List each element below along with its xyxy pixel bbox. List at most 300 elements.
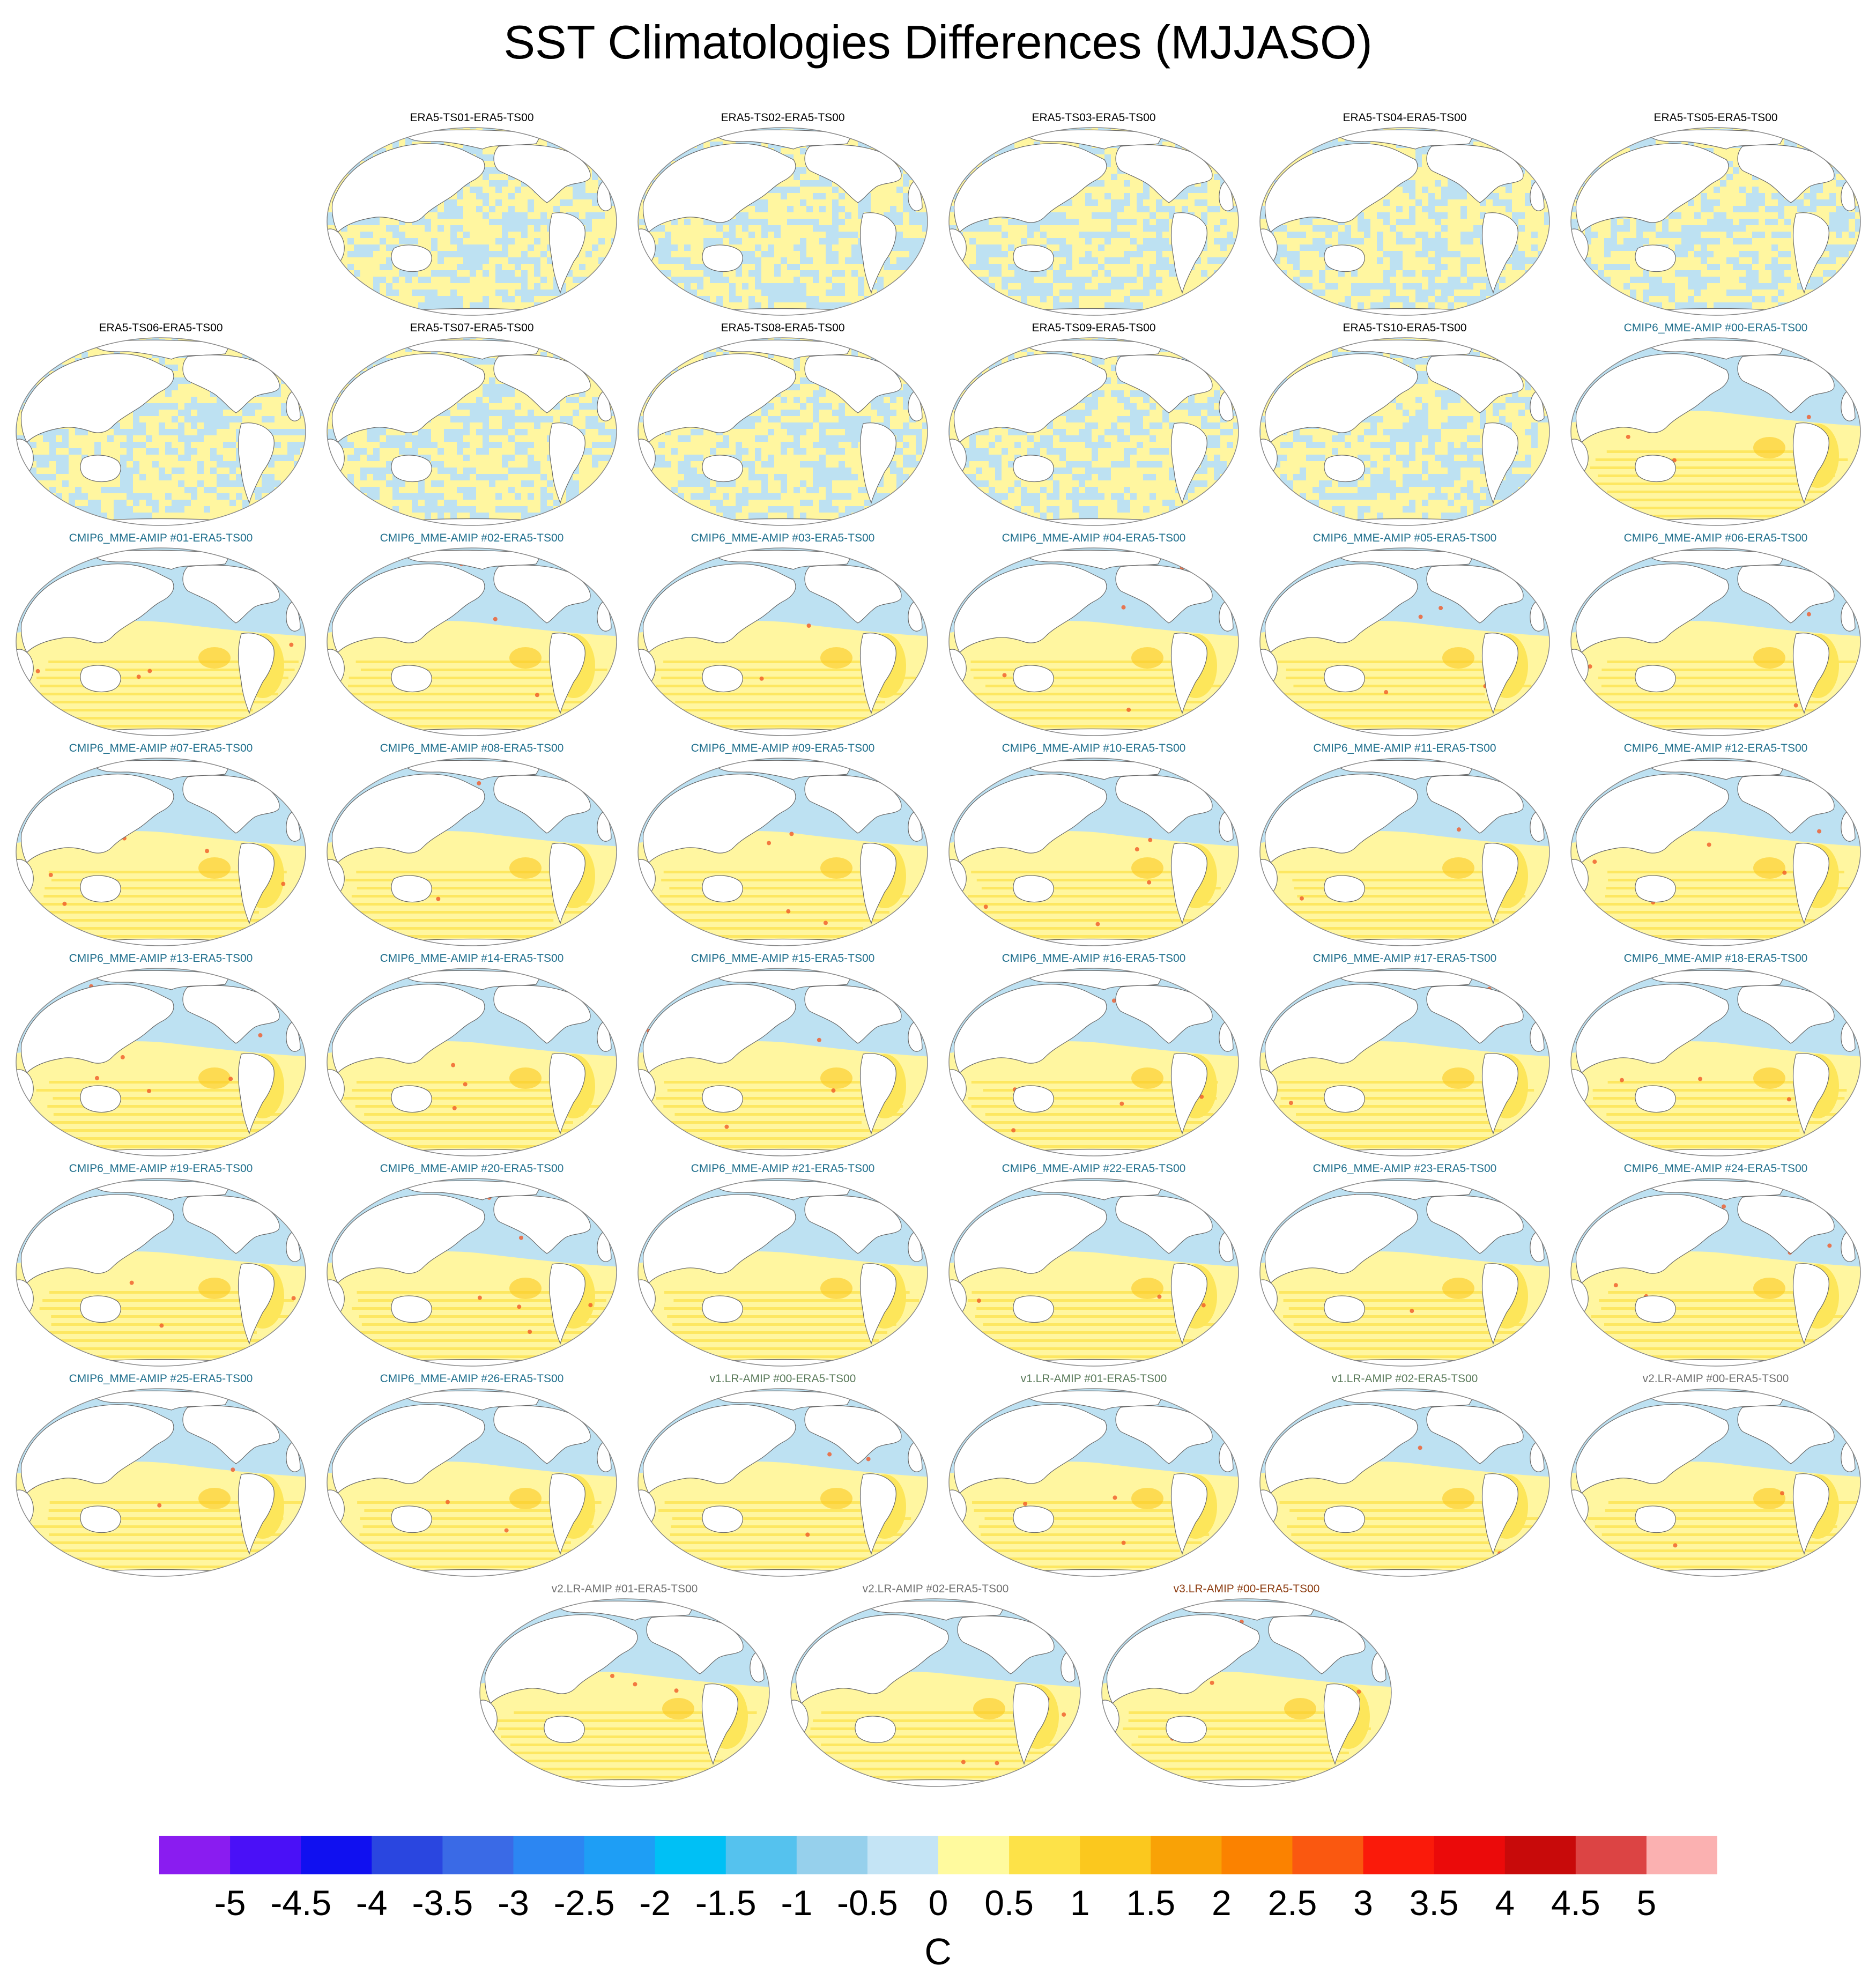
australia-land — [1635, 245, 1675, 272]
chart-title: SST Climatologies Differences (MJJASO) — [0, 15, 1876, 70]
map-panel — [11, 952, 311, 1161]
map-panel — [1255, 112, 1555, 321]
map-svg — [11, 332, 311, 531]
colorbar-tick-label: -4 — [356, 1883, 388, 1923]
map-panel — [633, 1162, 933, 1371]
australia-land — [1635, 876, 1675, 902]
greenland-land — [1197, 559, 1225, 578]
map-svg — [633, 963, 933, 1161]
map-svg — [322, 753, 622, 951]
greenland-land — [575, 1399, 603, 1419]
antarctica-land — [697, 309, 869, 321]
australia-land — [1013, 1086, 1054, 1112]
greenland-land — [886, 559, 914, 578]
antarctica-land — [1319, 939, 1491, 952]
europe-africa-edge-land — [1219, 1442, 1233, 1472]
panel-title: CMIP6_MME-AMIP #21-ERA5-TS00 — [633, 1162, 933, 1175]
australia-land — [702, 876, 743, 902]
colorbar-tick-label: 2 — [1212, 1883, 1232, 1923]
europe-africa-edge-land — [1372, 1652, 1386, 1682]
australia-land — [391, 455, 432, 482]
europe-africa-edge-land — [1530, 391, 1544, 421]
greenland-land — [1508, 769, 1536, 788]
europe-africa-edge-land — [286, 812, 300, 841]
map-panel — [1255, 952, 1555, 1161]
antarctica-land — [386, 519, 558, 531]
australia-land — [391, 1506, 432, 1533]
greenland-land — [1508, 1189, 1536, 1208]
europe-africa-edge-land — [1841, 1022, 1855, 1051]
greenland-land — [1197, 138, 1225, 158]
panel-title: CMIP6_MME-AMIP #03-ERA5-TS00 — [633, 532, 933, 545]
greenland-land — [264, 1189, 292, 1208]
europe-africa-edge-land — [1841, 391, 1855, 421]
map-svg — [11, 963, 311, 1161]
australia-land — [1635, 455, 1675, 482]
greenland-land — [1197, 348, 1225, 368]
greenland-land — [1349, 1609, 1378, 1629]
colorbar-tick-label: 3.5 — [1410, 1883, 1459, 1923]
greenland-land — [575, 348, 603, 368]
panel-title: CMIP6_MME-AMIP #08-ERA5-TS00 — [322, 742, 622, 755]
europe-africa-edge-land — [286, 391, 300, 421]
map-panel — [785, 1583, 1086, 1792]
panel-title: ERA5-TS09-ERA5-TS00 — [944, 322, 1244, 335]
panel-title: CMIP6_MME-AMIP #15-ERA5-TS00 — [633, 952, 933, 965]
australia-land — [1013, 665, 1054, 692]
antarctica-land — [75, 1360, 247, 1372]
colorbar-tick-label: -3.5 — [412, 1883, 473, 1923]
map-panel — [322, 1373, 622, 1582]
colorbar-tick-label: -3 — [498, 1883, 529, 1923]
panel-title: CMIP6_MME-AMIP #04-ERA5-TS00 — [944, 532, 1244, 545]
antarctica-land — [386, 729, 558, 741]
panel-title: CMIP6_MME-AMIP #01-ERA5-TS00 — [11, 532, 311, 545]
panel-title: CMIP6_MME-AMIP #00-ERA5-TS00 — [1566, 322, 1866, 335]
australia-land — [1013, 876, 1054, 902]
map-svg — [11, 753, 311, 951]
europe-africa-edge-land — [1841, 602, 1855, 631]
map-svg — [11, 543, 311, 741]
map-svg — [1255, 332, 1555, 531]
colorbar-swatch — [159, 1836, 231, 1874]
greenland-land — [1508, 348, 1536, 368]
panel-title: CMIP6_MME-AMIP #12-ERA5-TS00 — [1566, 742, 1866, 755]
map-svg — [322, 1173, 622, 1371]
antarctica-land — [386, 1360, 558, 1372]
antarctica-land — [1630, 309, 1801, 321]
panel-title: CMIP6_MME-AMIP #24-ERA5-TS00 — [1566, 1162, 1866, 1175]
greenland-land — [575, 559, 603, 578]
panel-title: ERA5-TS01-ERA5-TS00 — [322, 112, 622, 124]
map-svg — [785, 1593, 1086, 1792]
europe-africa-edge-land — [908, 181, 922, 211]
map-panel — [1255, 1162, 1555, 1371]
europe-africa-edge-land — [1219, 602, 1233, 631]
antarctica-land — [1008, 1360, 1180, 1372]
australia-land — [1013, 1506, 1054, 1533]
antarctica-land — [386, 309, 558, 321]
map-panel — [944, 532, 1244, 741]
greenland-land — [1508, 1399, 1536, 1419]
greenland-land — [1039, 1609, 1067, 1629]
map-svg — [1566, 753, 1866, 951]
antarctica-land — [386, 1149, 558, 1162]
europe-africa-edge-land — [1530, 181, 1544, 211]
map-svg — [1255, 1383, 1555, 1582]
europe-africa-edge-land — [908, 812, 922, 841]
australia-land — [1324, 455, 1365, 482]
greenland-land — [1819, 1399, 1847, 1419]
australia-land — [391, 1086, 432, 1112]
europe-africa-edge-land — [750, 1652, 764, 1682]
map-svg — [322, 332, 622, 531]
map-panel — [633, 952, 933, 1161]
map-svg — [633, 332, 933, 531]
australia-land — [80, 876, 121, 902]
map-panel — [944, 112, 1244, 321]
australia-land — [702, 245, 743, 272]
greenland-land — [1508, 979, 1536, 998]
australia-land — [391, 245, 432, 272]
australia-land — [1635, 1296, 1675, 1323]
antarctica-land — [697, 1360, 869, 1372]
panel-title: v1.LR-AMIP #00-ERA5-TS00 — [633, 1373, 933, 1385]
australia-land — [1013, 455, 1054, 482]
colorbar-swatch — [1221, 1836, 1293, 1874]
map-panel — [1566, 1162, 1866, 1371]
australia-land — [1324, 1296, 1365, 1323]
colorbar-tick-label: -2 — [639, 1883, 671, 1923]
panel-title: CMIP6_MME-AMIP #20-ERA5-TS00 — [322, 1162, 622, 1175]
australia-land — [80, 455, 121, 482]
australia-land — [544, 1716, 584, 1743]
panel-title: v3.LR-AMIP #00-ERA5-TS00 — [1096, 1583, 1397, 1596]
europe-africa-edge-land — [1061, 1652, 1075, 1682]
antarctica-land — [850, 1780, 1021, 1792]
greenland-land — [1819, 979, 1847, 998]
map-svg — [944, 332, 1244, 531]
panel-title: CMIP6_MME-AMIP #19-ERA5-TS00 — [11, 1162, 311, 1175]
colorbar-swatch — [655, 1836, 726, 1874]
greenland-land — [1819, 559, 1847, 578]
colorbar-tick-label: 1 — [1070, 1883, 1090, 1923]
europe-africa-edge-land — [1219, 181, 1233, 211]
map-panel — [633, 742, 933, 951]
map-panel — [633, 532, 933, 741]
greenland-land — [264, 769, 292, 788]
colorbar-swatch — [1434, 1836, 1506, 1874]
antarctica-land — [697, 939, 869, 952]
panel-title: ERA5-TS03-ERA5-TS00 — [944, 112, 1244, 124]
panel-title: CMIP6_MME-AMIP #25-ERA5-TS00 — [11, 1373, 311, 1385]
europe-africa-edge-land — [597, 391, 611, 421]
europe-africa-edge-land — [908, 1442, 922, 1472]
greenland-land — [886, 979, 914, 998]
map-panel — [944, 322, 1244, 531]
map-panel — [322, 742, 622, 951]
colorbar-swatch — [938, 1836, 1010, 1874]
antarctica-land — [1008, 519, 1180, 531]
greenland-land — [575, 1189, 603, 1208]
colorbar-swatch — [442, 1836, 514, 1874]
colorbar-tick-label: 5 — [1637, 1883, 1657, 1923]
antarctica-land — [1319, 1149, 1491, 1162]
map-panel — [322, 322, 622, 531]
europe-africa-edge-land — [1841, 1232, 1855, 1262]
panel-title: CMIP6_MME-AMIP #26-ERA5-TS00 — [322, 1373, 622, 1385]
europe-africa-edge-land — [1530, 1442, 1544, 1472]
panel-title: CMIP6_MME-AMIP #11-ERA5-TS00 — [1255, 742, 1555, 755]
colorbar-swatch — [726, 1836, 797, 1874]
antarctica-land — [1319, 1360, 1491, 1372]
map-svg — [633, 1173, 933, 1371]
antarctica-land — [75, 729, 247, 741]
panel-title: CMIP6_MME-AMIP #22-ERA5-TS00 — [944, 1162, 1244, 1175]
antarctica-land — [75, 1149, 247, 1162]
australia-land — [1324, 665, 1365, 692]
colorbar-swatch — [1080, 1836, 1151, 1874]
europe-africa-edge-land — [1841, 812, 1855, 841]
colorbar-swatch — [1363, 1836, 1435, 1874]
australia-land — [80, 1296, 121, 1323]
map-panel — [11, 1373, 311, 1582]
panel-title: CMIP6_MME-AMIP #09-ERA5-TS00 — [633, 742, 933, 755]
antarctica-land — [1319, 519, 1491, 531]
europe-africa-edge-land — [908, 391, 922, 421]
colorbar-unit-label: C — [0, 1930, 1876, 1973]
europe-africa-edge-land — [1530, 602, 1544, 631]
map-panel — [1566, 322, 1866, 531]
map-panel — [11, 1162, 311, 1371]
map-panel — [1566, 112, 1866, 321]
colorbar-swatch — [1576, 1836, 1647, 1874]
map-svg — [633, 1383, 933, 1582]
map-panel — [1096, 1583, 1397, 1792]
panel-title: CMIP6_MME-AMIP #18-ERA5-TS00 — [1566, 952, 1866, 965]
map-svg — [1566, 122, 1866, 321]
map-panel — [322, 1162, 622, 1371]
europe-africa-edge-land — [1219, 1232, 1233, 1262]
australia-land — [702, 1506, 743, 1533]
europe-africa-edge-land — [597, 1232, 611, 1262]
panel-title: v1.LR-AMIP #02-ERA5-TS00 — [1255, 1373, 1555, 1385]
europe-africa-edge-land — [1219, 1022, 1233, 1051]
map-panel — [633, 1373, 933, 1582]
panel-title: CMIP6_MME-AMIP #16-ERA5-TS00 — [944, 952, 1244, 965]
map-panel — [322, 532, 622, 741]
antarctica-land — [697, 729, 869, 741]
antarctica-land — [1630, 1149, 1801, 1162]
antarctica-land — [1319, 309, 1491, 321]
panel-title: v1.LR-AMIP #01-ERA5-TS00 — [944, 1373, 1244, 1385]
map-panel — [1566, 742, 1866, 951]
australia-land — [702, 1086, 743, 1112]
panel-title: CMIP6_MME-AMIP #13-ERA5-TS00 — [11, 952, 311, 965]
antarctica-land — [697, 519, 869, 531]
europe-africa-edge-land — [597, 1022, 611, 1051]
australia-land — [1635, 665, 1675, 692]
greenland-land — [1508, 138, 1536, 158]
map-panel — [1566, 532, 1866, 741]
map-svg — [322, 543, 622, 741]
greenland-land — [886, 1399, 914, 1419]
antarctica-land — [1319, 1570, 1491, 1582]
australia-land — [1013, 245, 1054, 272]
map-panel — [633, 322, 933, 531]
australia-land — [855, 1716, 895, 1743]
europe-africa-edge-land — [597, 1442, 611, 1472]
colorbar-tick-label: -4.5 — [270, 1883, 331, 1923]
greenland-land — [1197, 1399, 1225, 1419]
map-panel — [1255, 742, 1555, 951]
colorbar-tick-label: 3 — [1353, 1883, 1373, 1923]
panel-title: CMIP6_MME-AMIP #05-ERA5-TS00 — [1255, 532, 1555, 545]
australia-land — [702, 1296, 743, 1323]
europe-africa-edge-land — [597, 812, 611, 841]
antarctica-land — [1008, 1570, 1180, 1582]
colorbar-swatch — [1009, 1836, 1080, 1874]
greenland-land — [886, 348, 914, 368]
antarctica-land — [539, 1780, 710, 1792]
greenland-land — [575, 769, 603, 788]
map-svg — [1255, 543, 1555, 741]
colorbar-swatch — [372, 1836, 443, 1874]
map-panel — [944, 1373, 1244, 1582]
colorbar-swatch — [867, 1836, 939, 1874]
map-panel — [11, 322, 311, 531]
colorbar-tick-label: -2.5 — [554, 1883, 615, 1923]
antarctica-land — [1630, 939, 1801, 952]
greenland-land — [264, 1399, 292, 1419]
australia-land — [80, 1506, 121, 1533]
antarctica-land — [1008, 1149, 1180, 1162]
colorbar-swatch — [584, 1836, 656, 1874]
antarctica-land — [1630, 1570, 1801, 1582]
greenland-land — [575, 138, 603, 158]
panel-title: ERA5-TS07-ERA5-TS00 — [322, 322, 622, 335]
map-svg — [944, 753, 1244, 951]
antarctica-land — [386, 1570, 558, 1582]
map-panel — [633, 112, 933, 321]
panel-title: v2.LR-AMIP #00-ERA5-TS00 — [1566, 1373, 1866, 1385]
map-svg — [1566, 963, 1866, 1161]
australia-land — [1324, 1086, 1365, 1112]
greenland-land — [264, 979, 292, 998]
antarctica-land — [1630, 729, 1801, 741]
greenland-land — [886, 769, 914, 788]
europe-africa-edge-land — [908, 602, 922, 631]
map-svg — [1096, 1593, 1397, 1792]
australia-land — [1013, 1296, 1054, 1323]
colorbar-tick-label: -1 — [781, 1883, 812, 1923]
colorbar-tick-label: 0 — [929, 1883, 948, 1923]
australia-land — [702, 455, 743, 482]
greenland-land — [575, 979, 603, 998]
colorbar-tick-label: 0.5 — [984, 1883, 1034, 1923]
colorbar-swatch — [1647, 1836, 1717, 1874]
antarctica-land — [1008, 939, 1180, 952]
europe-africa-edge-land — [1219, 391, 1233, 421]
colorbar-tick-label: 4 — [1495, 1883, 1515, 1923]
map-panel — [1255, 322, 1555, 531]
greenland-land — [1197, 769, 1225, 788]
map-svg — [944, 1173, 1244, 1371]
colorbar-tick-label: -5 — [214, 1883, 246, 1923]
map-panel — [11, 742, 311, 951]
panel-title: ERA5-TS02-ERA5-TS00 — [633, 112, 933, 124]
colorbar-swatch — [1151, 1836, 1222, 1874]
map-panel — [322, 112, 622, 321]
panel-title: ERA5-TS04-ERA5-TS00 — [1255, 112, 1555, 124]
antarctica-land — [1008, 729, 1180, 741]
europe-africa-edge-land — [1530, 812, 1544, 841]
europe-africa-edge-land — [908, 1022, 922, 1051]
australia-land — [1635, 1506, 1675, 1533]
greenland-land — [728, 1609, 756, 1629]
europe-africa-edge-land — [597, 602, 611, 631]
colorbar-tick-label: 2.5 — [1268, 1883, 1317, 1923]
map-svg — [1566, 543, 1866, 741]
panel-title: CMIP6_MME-AMIP #14-ERA5-TS00 — [322, 952, 622, 965]
map-panel — [1255, 1373, 1555, 1582]
antarctica-land — [697, 1570, 869, 1582]
australia-land — [1166, 1716, 1206, 1743]
panel-title: CMIP6_MME-AMIP #23-ERA5-TS00 — [1255, 1162, 1555, 1175]
map-panel — [1566, 1373, 1866, 1582]
colorbar-tick-label: -1.5 — [695, 1883, 757, 1923]
panel-title: CMIP6_MME-AMIP #07-ERA5-TS00 — [11, 742, 311, 755]
antarctica-land — [1630, 519, 1801, 531]
map-svg — [944, 963, 1244, 1161]
colorbar-swatch — [301, 1836, 372, 1874]
colorbar-tick-label: -0.5 — [837, 1883, 898, 1923]
europe-africa-edge-land — [1530, 1022, 1544, 1051]
greenland-land — [1819, 138, 1847, 158]
colorbar-tick-label: 4.5 — [1551, 1883, 1600, 1923]
australia-land — [391, 665, 432, 692]
antarctica-land — [75, 519, 247, 531]
australia-land — [702, 665, 743, 692]
australia-land — [1324, 1506, 1365, 1533]
map-svg — [474, 1593, 775, 1792]
australia-land — [80, 1086, 121, 1112]
europe-africa-edge-land — [1841, 1442, 1855, 1472]
panel-title: v2.LR-AMIP #02-ERA5-TS00 — [785, 1583, 1086, 1596]
map-svg — [1255, 1173, 1555, 1371]
greenland-land — [886, 1189, 914, 1208]
antarctica-land — [1630, 1360, 1801, 1372]
map-panel — [1566, 952, 1866, 1161]
map-svg — [11, 1383, 311, 1582]
map-svg — [944, 1383, 1244, 1582]
map-panel — [322, 952, 622, 1161]
map-svg — [1255, 122, 1555, 321]
map-panel — [944, 952, 1244, 1161]
map-panel — [1255, 532, 1555, 741]
map-svg — [633, 122, 933, 321]
map-svg — [1255, 753, 1555, 951]
map-svg — [322, 122, 622, 321]
greenland-land — [1508, 559, 1536, 578]
colorbar — [159, 1836, 1717, 1930]
panel-title: v2.LR-AMIP #01-ERA5-TS00 — [474, 1583, 775, 1596]
colorbar-tick-label: 1.5 — [1126, 1883, 1175, 1923]
panel-title: ERA5-TS08-ERA5-TS00 — [633, 322, 933, 335]
panel-title: CMIP6_MME-AMIP #02-ERA5-TS00 — [322, 532, 622, 545]
panel-title: CMIP6_MME-AMIP #06-ERA5-TS00 — [1566, 532, 1866, 545]
europe-africa-edge-land — [1219, 812, 1233, 841]
